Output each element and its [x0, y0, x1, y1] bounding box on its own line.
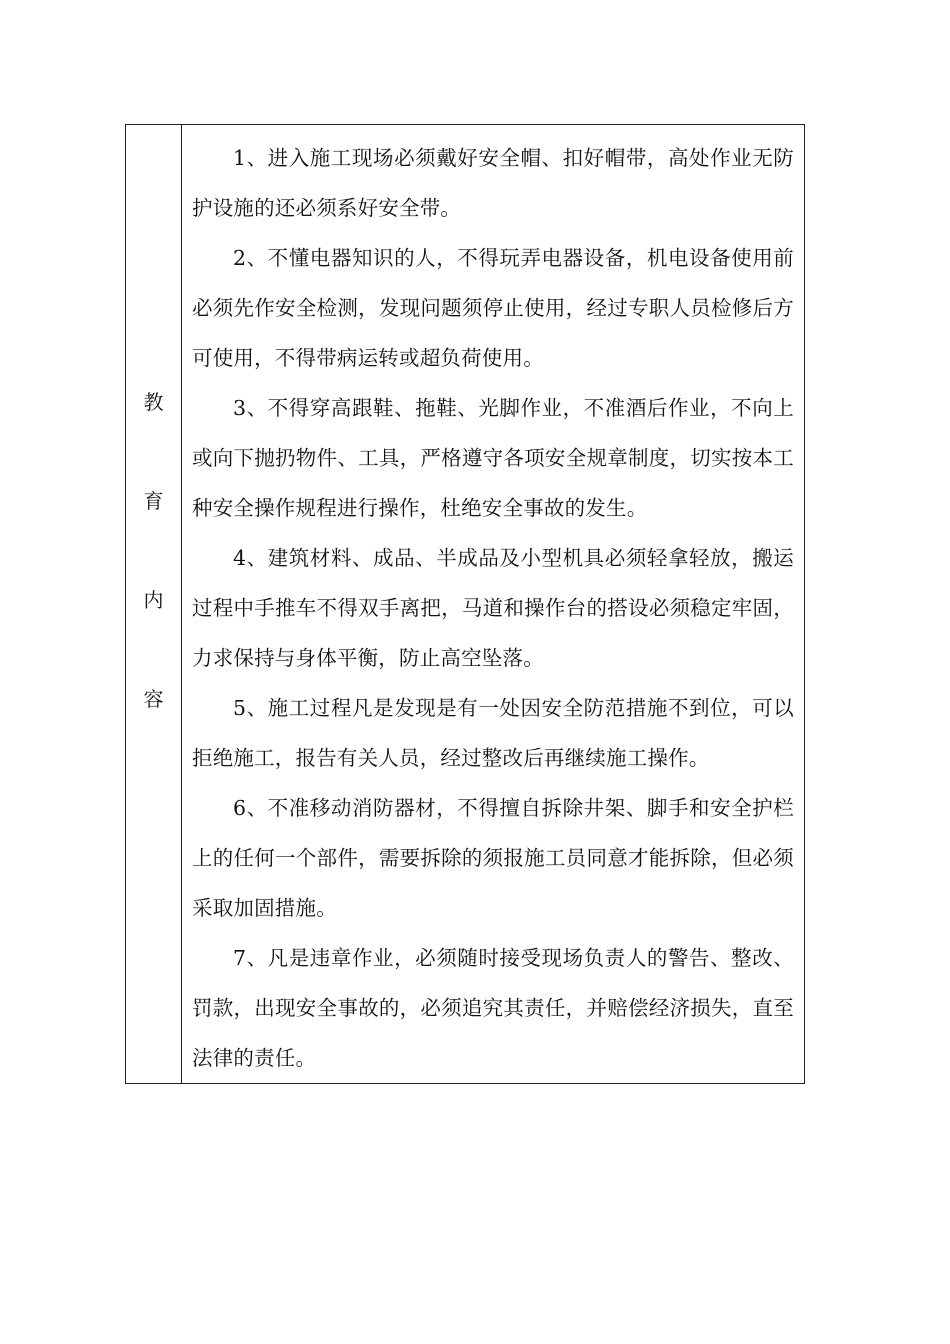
rule-item-7: 7、凡是违章作业，必须随时接受现场负责人的警告、整改、罚款，出现安全事故的，必须追究其责任，并赔偿经济损失，直至法律的责任。 — [192, 946, 794, 1070]
content-cell — [182, 125, 805, 1084]
table-row — [126, 125, 805, 1084]
rule-item-2: 2、不懂电器知识的人，不得玩弄电器设备，机电设备使用前必须先作安全检测，发现问题须停止使用，经过专职人员检修后方可使用，不得带病运转或超负荷使用。 — [192, 246, 794, 370]
rule-item-3: 3、不得穿高跟鞋、拖鞋、光脚作业，不准酒后作业，不向上或向下抛扔物件、工具，严格遵守各项安全规章制度，切实按本工种安全操作规程进行操作，杜绝安全事故的发生。 — [192, 396, 794, 520]
label-char-4: 容 — [143, 687, 164, 711]
education-content-table — [125, 124, 805, 1084]
education-content-label — [126, 377, 181, 773]
label-cell — [126, 125, 182, 1084]
rule-item-1: 1、进入施工现场必须戴好安全帽、扣好帽带，高处作业无防护设施的还必须系好安全带。 — [192, 146, 794, 220]
rule-item-5: 5、施工过程凡是发现是有一处因安全防范措施不到位，可以拒绝施工，报告有关人员，经过整改后再继续施工操作。 — [192, 696, 794, 770]
label-char-3: 内 — [143, 588, 164, 612]
rule-item-4: 4、建筑材料、成品、半成品及小型机具必须轻拿轻放，搬运过程中手推车不得双手离把，马道和操作台的搭设必须稳定牢固，力求保持与身体平衡，防止高空坠落。 — [192, 546, 794, 670]
label-char-1: 教 — [143, 390, 164, 414]
rule-item-6: 6、不准移动消防器材，不得擅自拆除井架、脚手和安全护栏上的任何一个部件，需要拆除的须报施工员同意才能拆除，但必须采取加固措施。 — [192, 796, 794, 920]
label-char-2: 育 — [143, 489, 164, 513]
